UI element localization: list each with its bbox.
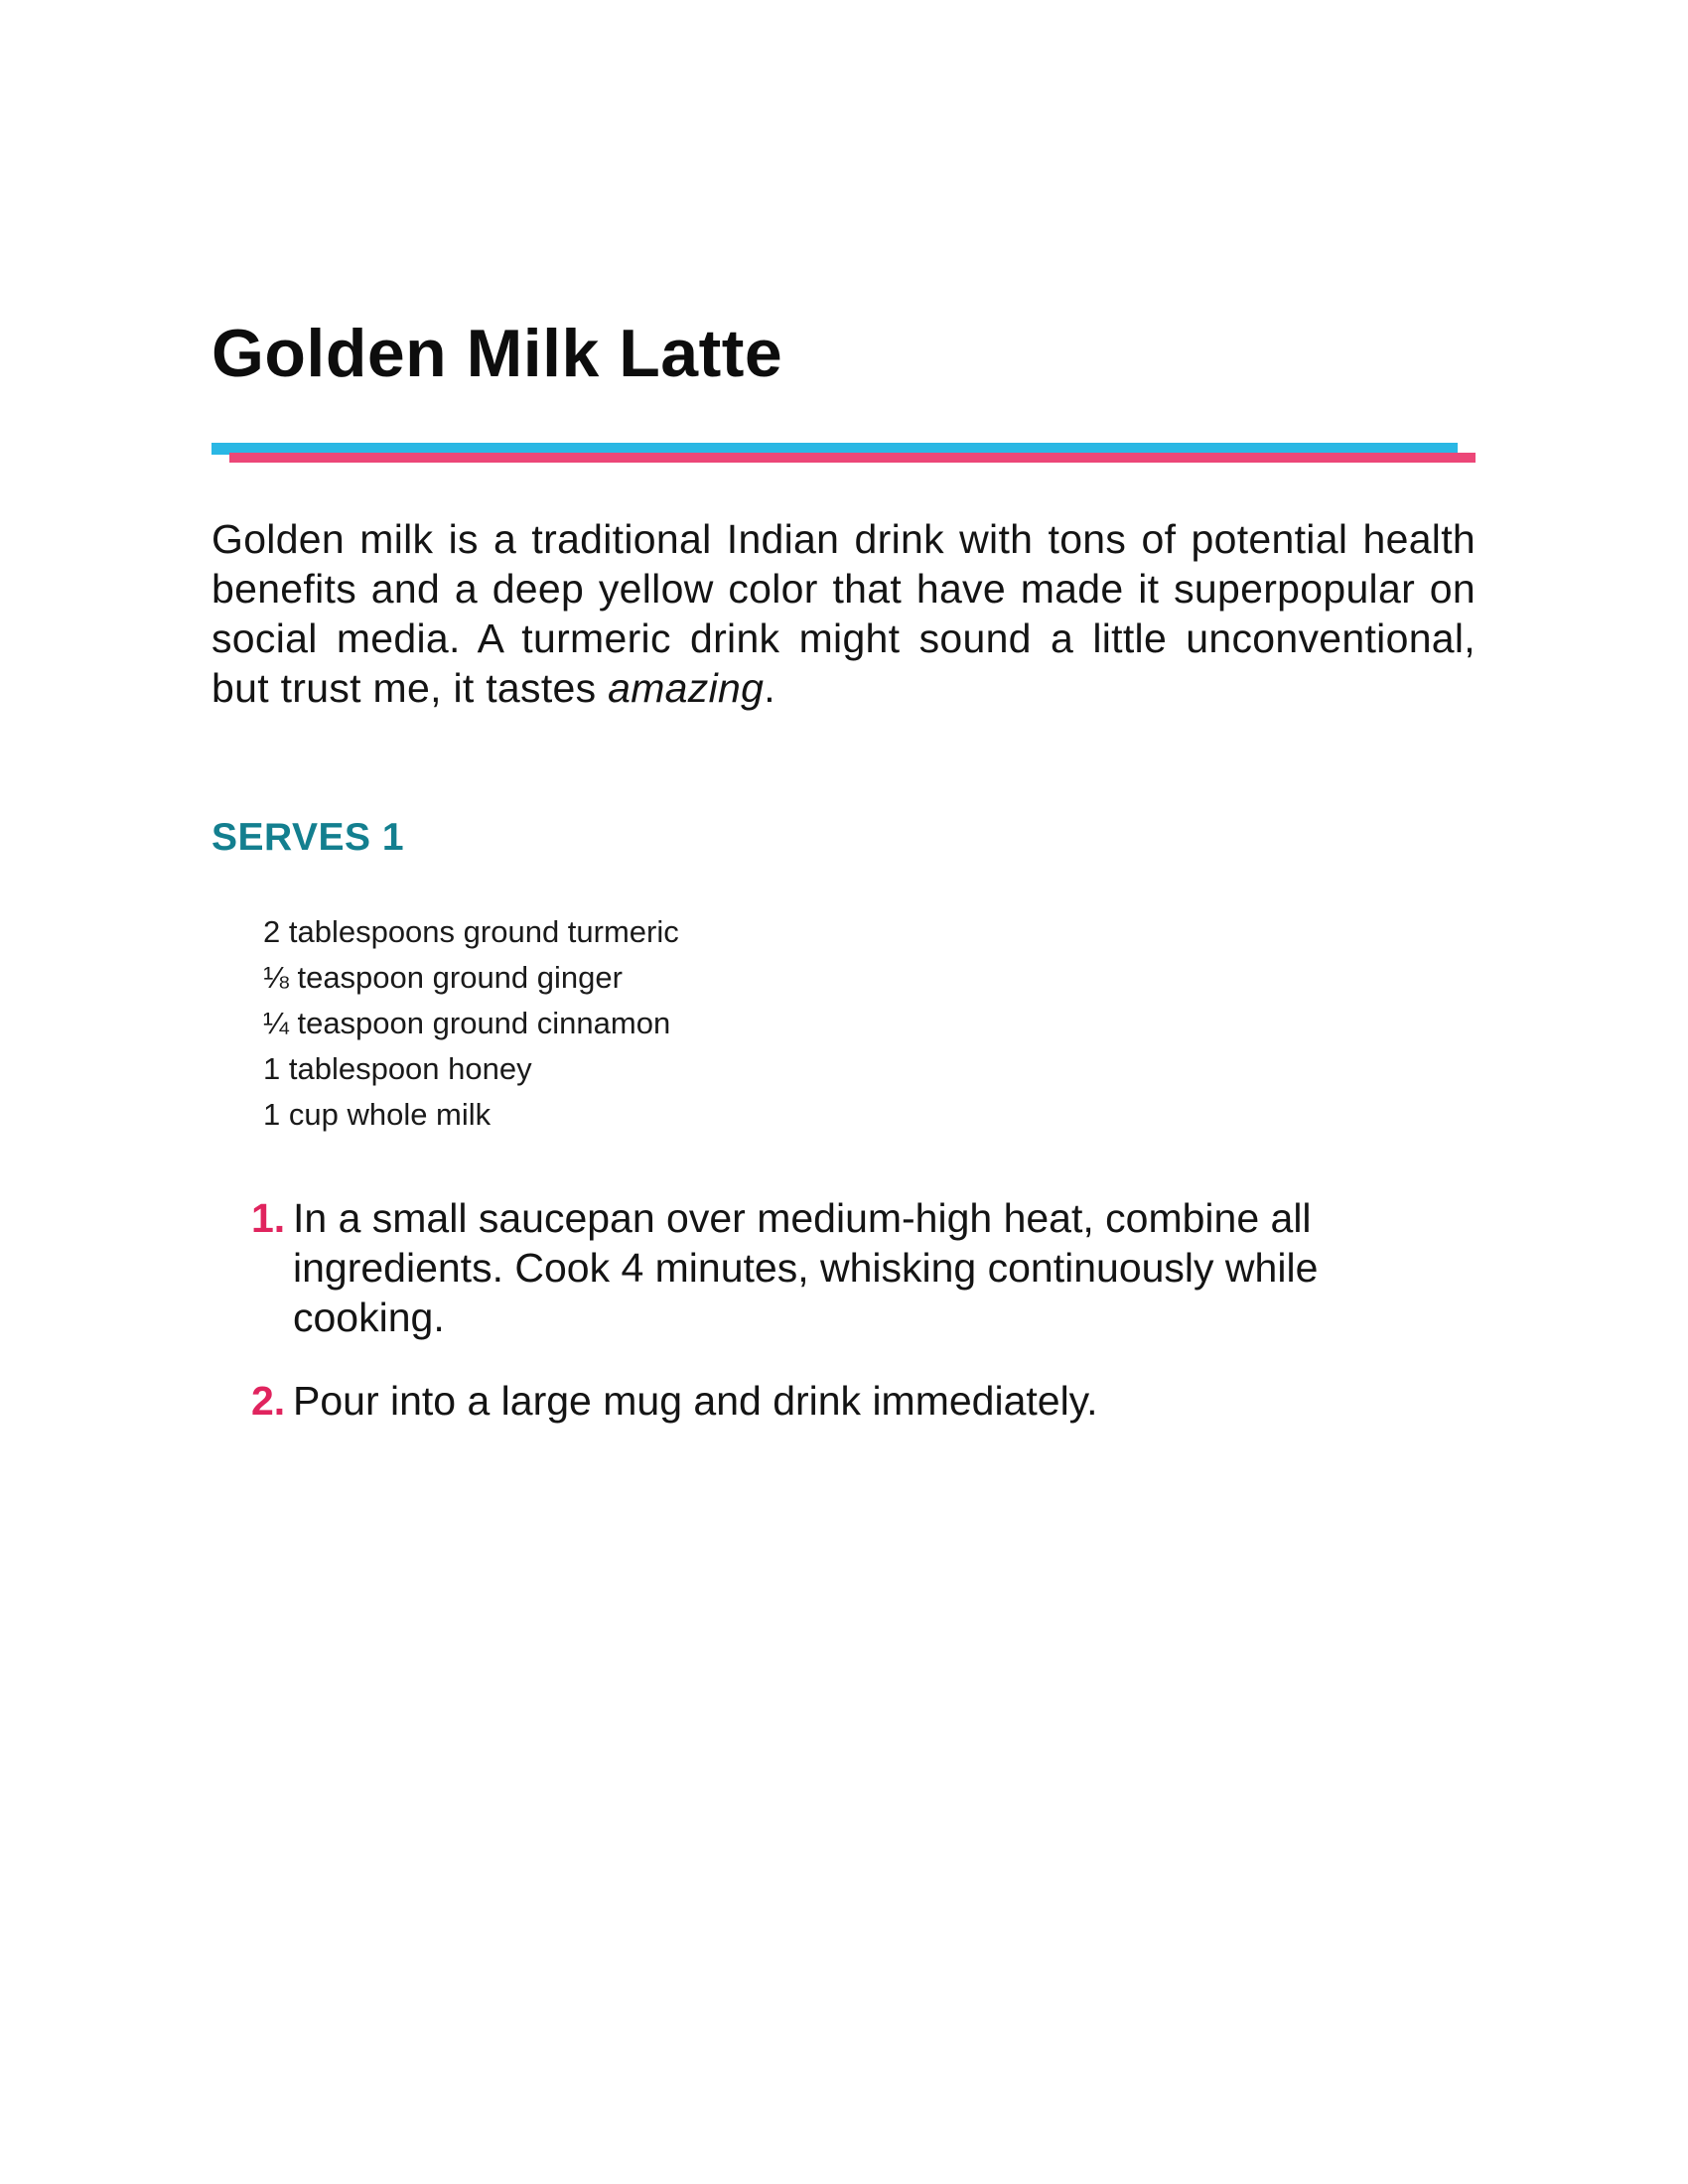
step-number: 1. [251, 1195, 286, 1241]
ingredient-item: ⅛ teaspoon ground ginger [263, 960, 623, 995]
step-text: In a small saucepan over medium-high heat, combine all ingredients. Cook 4 minutes, whisking continuously while cooking. [293, 1195, 1319, 1340]
step-item [251, 1376, 1463, 1426]
intro-end: . [764, 665, 775, 711]
ingredient-item: ¼ teaspoon ground cinnamon [263, 1006, 671, 1040]
recipe-title: Golden Milk Latte [211, 316, 783, 391]
intro-emphasis: amazing [608, 665, 765, 711]
step-text: Pour into a large mug and drink immediately. [293, 1378, 1098, 1424]
step-list [251, 1193, 1463, 1459]
intro-text: Golden milk is a traditional Indian drink with tons of potential health benefits and a deep yellow color that have made it superpopular on social media. A turmeric drink might sound a little unconventional, but trust me, it tastes [211, 516, 1476, 711]
ingredient-list [263, 909, 679, 1138]
step-item [251, 1193, 1463, 1342]
title-divider [211, 443, 1476, 465]
ingredient-item: 1 tablespoon honey [263, 1051, 532, 1086]
divider-pink-bar [229, 453, 1476, 463]
step-number: 2. [251, 1378, 286, 1424]
ingredient-item: 1 cup whole milk [263, 1097, 492, 1132]
ingredient-item: 2 tablespoons ground turmeric [263, 914, 679, 949]
serves-heading: SERVES 1 [211, 816, 405, 859]
recipe-intro [211, 514, 1476, 713]
